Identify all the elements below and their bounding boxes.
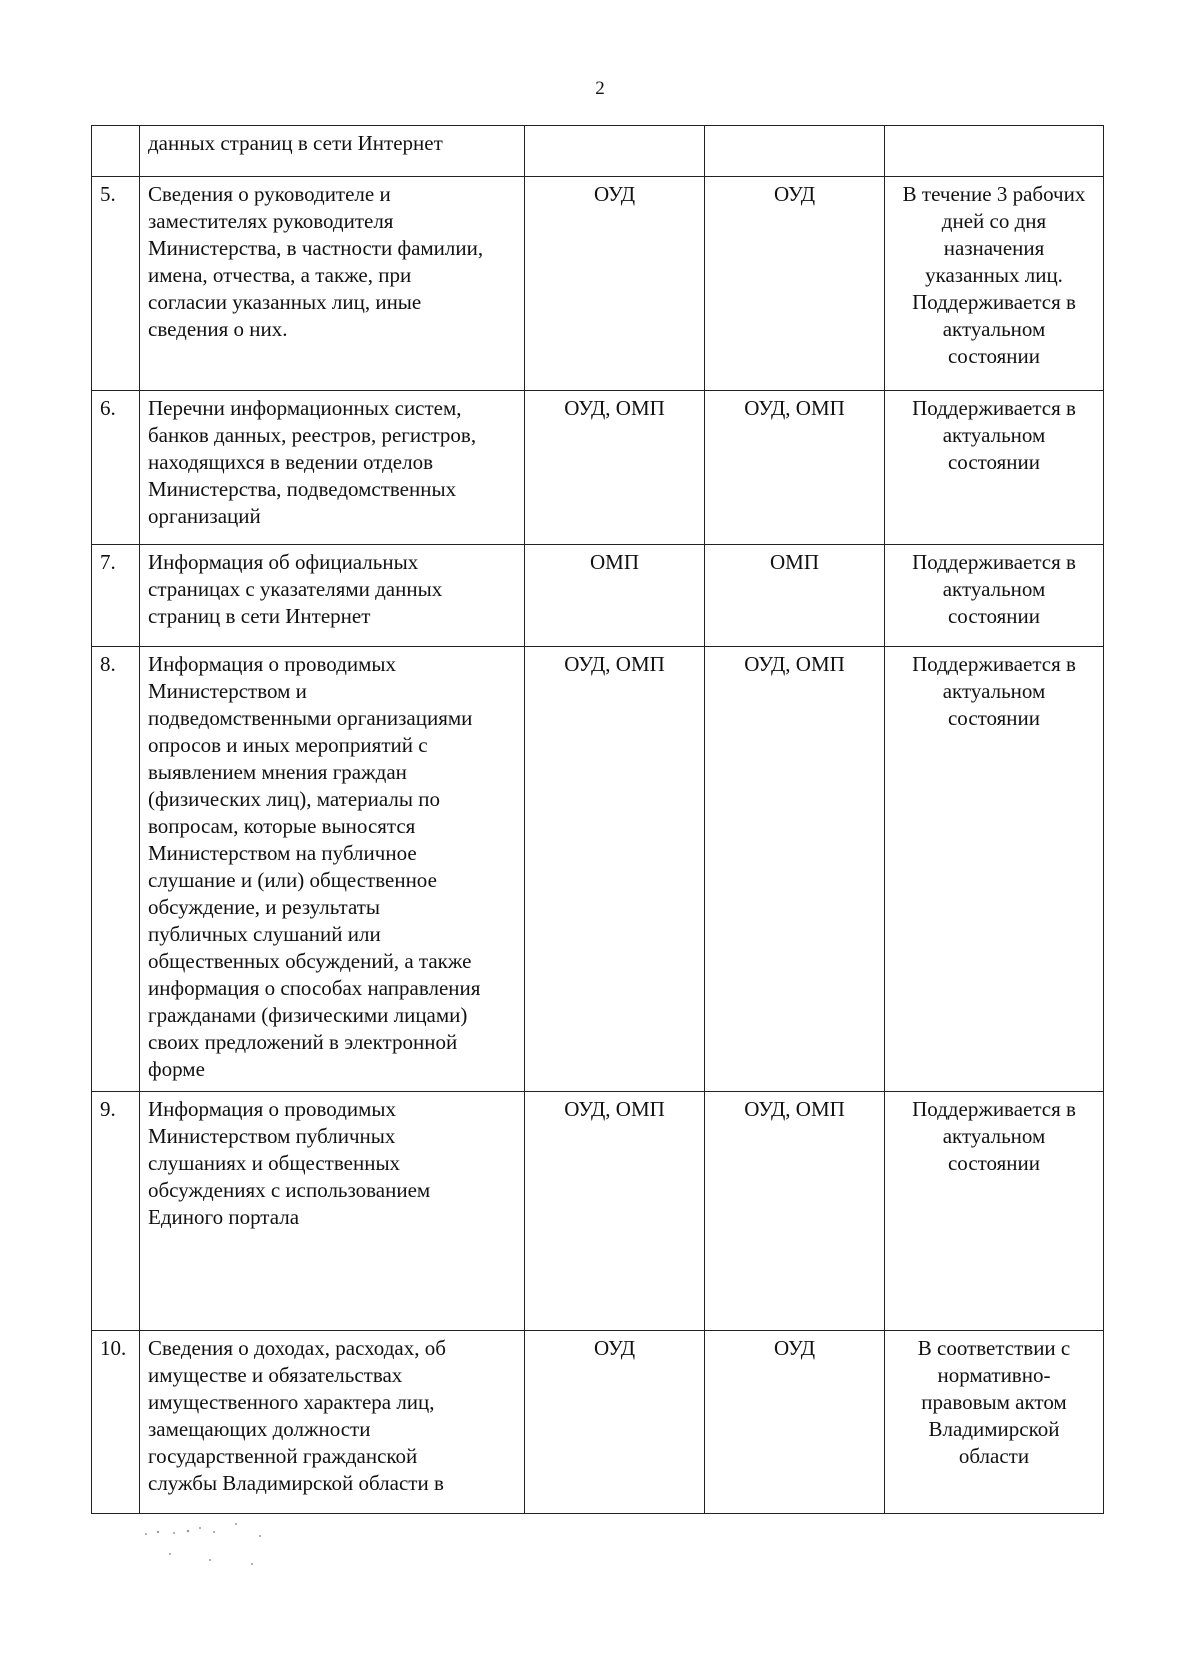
- row-number: 8.: [92, 647, 140, 1092]
- row-description: [140, 647, 525, 1092]
- col5-line: Владимирской: [928, 1417, 1060, 1441]
- col5-line: состоянии: [947, 450, 1041, 474]
- row-number: 9.: [92, 1092, 140, 1331]
- description-line: банков данных, реестров, регистров,: [148, 423, 477, 447]
- col5-line: дней со дня: [941, 209, 1047, 233]
- col5-line: состоянии: [947, 604, 1041, 628]
- row-col4: [705, 391, 885, 545]
- col5-line: актуальном: [942, 1124, 1046, 1148]
- description-line: имуществе и обязательствах: [148, 1363, 403, 1387]
- col3-line: ОУД, ОМП: [564, 652, 665, 676]
- row-number: 6.: [92, 391, 140, 545]
- description-line: выявлением мнения граждан: [148, 760, 407, 784]
- col5-line: Поддерживается в: [912, 1097, 1076, 1121]
- description-line: Министерством на публичное: [148, 841, 417, 865]
- table-row: [92, 647, 1104, 1092]
- description-line: заместителях руководителя: [148, 209, 394, 233]
- row-description: [140, 126, 525, 177]
- col5-line: Поддерживается в: [912, 290, 1076, 314]
- description-line: Сведения о руководителе и: [148, 182, 391, 206]
- description-line: Информация о проводимых: [148, 652, 397, 676]
- col3-line: ОУД: [593, 1336, 636, 1360]
- row-col4: [705, 126, 885, 177]
- col5-line: состоянии: [947, 706, 1041, 730]
- description-line: информация о способах направления: [148, 976, 481, 1000]
- description-line: Министерства, подведомственных: [148, 477, 457, 501]
- description-line: обсуждение, и результаты: [148, 895, 381, 919]
- row-col5: [885, 391, 1104, 545]
- description-line: своих предложений в электронной: [148, 1030, 458, 1054]
- row-col3: [525, 647, 705, 1092]
- row-col3: [525, 545, 705, 647]
- col4-line: ОУД: [773, 182, 816, 206]
- row-col3: [525, 126, 705, 177]
- row-col5: [885, 1092, 1104, 1331]
- col5-line: актуальном: [942, 317, 1046, 341]
- col5-line: актуальном: [942, 577, 1046, 601]
- description-line: слушание и (или) общественное: [148, 868, 437, 892]
- row-col4: [705, 177, 885, 391]
- row-number: 7.: [92, 545, 140, 647]
- row-description: [140, 1092, 525, 1331]
- description-line: страниц в сети Интернет: [148, 604, 371, 628]
- table-row: [92, 126, 1104, 177]
- col4-line: ОУД, ОМП: [744, 1097, 845, 1121]
- description-line: службы Владимирской области в: [148, 1471, 444, 1495]
- col5-line: Поддерживается в: [912, 652, 1076, 676]
- col5-line: Поддерживается в: [912, 550, 1076, 574]
- col4-line: ОУД: [773, 1336, 816, 1360]
- table-row: [92, 391, 1104, 545]
- description-line: Министерства, в частности фамилии,: [148, 236, 484, 260]
- description-line: находящихся в ведении отделов: [148, 450, 434, 474]
- col5-line: указанных лиц.: [925, 263, 1063, 287]
- table-row: [92, 545, 1104, 647]
- description-line: Сведения о доходах, расходах, об: [148, 1336, 446, 1360]
- col3-line: ОМП: [589, 550, 639, 574]
- row-col3: [525, 391, 705, 545]
- description-line: Единого портала: [148, 1205, 300, 1229]
- row-col5: [885, 177, 1104, 391]
- scan-noise-decoration: [140, 1520, 300, 1580]
- col5-line: назначения: [943, 236, 1045, 260]
- col5-line: В течение 3 рабочих: [902, 182, 1086, 206]
- row-col4: [705, 545, 885, 647]
- row-col4: [705, 1331, 885, 1514]
- description-line: имущественного характера лиц,: [148, 1390, 435, 1414]
- row-description: [140, 177, 525, 391]
- description-line: Информация о проводимых: [148, 1097, 397, 1121]
- row-col5: [885, 1331, 1104, 1514]
- row-col3: [525, 177, 705, 391]
- description-line: подведомственными организациями: [148, 706, 473, 730]
- description-line: форме: [148, 1057, 205, 1081]
- description-line: Министерством и: [148, 679, 307, 703]
- information-table: [91, 125, 1104, 1514]
- row-col5: [885, 647, 1104, 1092]
- row-col5: [885, 545, 1104, 647]
- col5-line: правовым актом: [921, 1390, 1067, 1414]
- col3-line: ОУД: [593, 182, 636, 206]
- row-number: 10.: [92, 1331, 140, 1514]
- col3-line: ОУД, ОМП: [564, 1097, 665, 1121]
- description-line: публичных слушаний или: [148, 922, 381, 946]
- col5-line: нормативно-: [937, 1363, 1051, 1387]
- col5-line: актуальном: [942, 679, 1046, 703]
- description-line: страницах с указателями данных: [148, 577, 443, 601]
- description-line: государственной гражданской: [148, 1444, 418, 1468]
- col3-line: ОУД, ОМП: [564, 396, 665, 420]
- description-line: (физических лиц), материалы по: [148, 787, 440, 811]
- description-line: сведения о них.: [148, 317, 288, 341]
- description-line: гражданами (физическими лицами): [148, 1003, 468, 1027]
- page-number: 2: [595, 78, 605, 99]
- col5-line: актуальном: [942, 423, 1046, 447]
- table-row: [92, 177, 1104, 391]
- description-line: данных страниц в сети Интернет: [148, 131, 443, 155]
- row-col5: [885, 126, 1104, 177]
- col5-line: состоянии: [947, 1151, 1041, 1175]
- table-row: [92, 1092, 1104, 1331]
- col5-line: области: [958, 1444, 1030, 1468]
- description-line: организаций: [148, 504, 261, 528]
- row-description: [140, 1331, 525, 1514]
- description-line: вопросам, которые выносятся: [148, 814, 416, 838]
- col5-line: В соответствии с: [917, 1336, 1071, 1360]
- row-description: [140, 545, 525, 647]
- row-col3: [525, 1092, 705, 1331]
- description-line: общественных обсуждений, а также: [148, 949, 472, 973]
- row-col3: [525, 1331, 705, 1514]
- row-description: [140, 391, 525, 545]
- description-line: замещающих должности: [148, 1417, 371, 1441]
- col5-line: Поддерживается в: [912, 396, 1076, 420]
- col5-line: состоянии: [947, 344, 1041, 368]
- description-line: Перечни информационных систем,: [148, 396, 462, 420]
- col4-line: ОМП: [769, 550, 819, 574]
- row-col4: [705, 647, 885, 1092]
- row-number: 5.: [92, 177, 140, 391]
- description-line: Министерством публичных: [148, 1124, 396, 1148]
- col4-line: ОУД, ОМП: [744, 396, 845, 420]
- description-line: согласии указанных лиц, иные: [148, 290, 422, 314]
- description-line: опросов и иных мероприятий с: [148, 733, 428, 757]
- row-number: [92, 126, 140, 177]
- description-line: Информация об официальных: [148, 550, 419, 574]
- row-col4: [705, 1092, 885, 1331]
- col4-line: ОУД, ОМП: [744, 652, 845, 676]
- description-line: имена, отчества, а также, при: [148, 263, 412, 287]
- description-line: обсуждениях с использованием: [148, 1178, 431, 1202]
- description-line: слушаниях и общественных: [148, 1151, 401, 1175]
- table-row: [92, 1331, 1104, 1514]
